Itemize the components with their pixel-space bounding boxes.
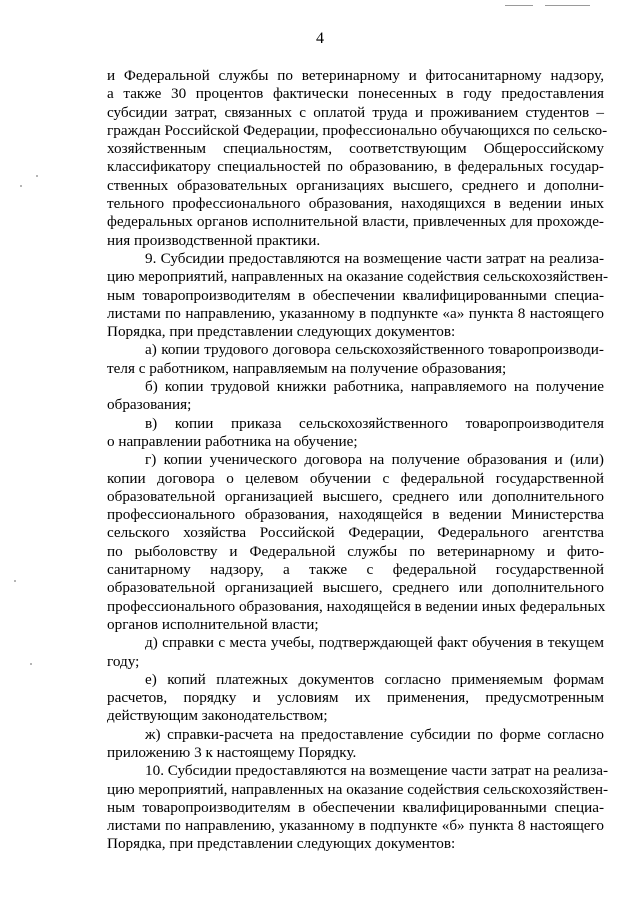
scan-speck xyxy=(36,175,38,177)
text-line: а также 30 процентов фактически понесенных в году предоставления xyxy=(107,85,604,103)
text-line: Порядка, при представлении следующих документов: xyxy=(107,323,456,341)
text-line: о направлении работника на обучение; xyxy=(107,432,358,450)
text-line: профессионального образования, находящейся в ведении Министерства xyxy=(107,506,604,524)
text-line: профессионального образования, находящейся в ведении иных федеральных xyxy=(107,597,606,615)
text-line: ным товаропроизводителям в обеспечении квалифицированными специа- xyxy=(107,798,604,816)
text-line: ж) справки-расчета на предоставление субсидии по форме согласно xyxy=(145,725,604,743)
text-line: е) копий платежных документов согласно применяемым формам xyxy=(145,670,604,688)
text-line: субсидии затрат, связанных с оплатой труда и проживанием студентов – xyxy=(107,103,604,121)
document-body xyxy=(107,67,609,854)
text-line: действующим законодательством; xyxy=(107,707,328,725)
text-line: ным товаропроизводителям в обеспечении квалифицированными специа- xyxy=(107,286,604,304)
text-line: приложению 3 к настоящему Порядку. xyxy=(107,743,357,761)
text-line: ния производственной практики. xyxy=(107,231,321,249)
text-line: по рыболовству и Федеральной службы по ветеринарному и фито- xyxy=(107,542,604,560)
scan-speck xyxy=(20,185,22,187)
text-line: хозяйственным специальностям, соответствующим Общероссийскому xyxy=(107,140,604,158)
text-line: г) копии ученического договора на получение образования и (или) xyxy=(145,451,604,469)
text-line: тельного профессионального образования, находящихся в ведении иных xyxy=(107,195,604,213)
text-line: копии договора о целевом обучении с федеральной государственной xyxy=(107,469,604,487)
text-line: граждан Российской Федерации, профессионально обучающихся по сельско- xyxy=(107,121,608,139)
text-line: ственных образовательных организациях высшего, среднего и дополни- xyxy=(107,176,604,194)
text-line: а) копии трудового договора сельскохозяйственного товаропроизводи- xyxy=(145,341,604,359)
text-line: 10. Субсидии предоставляются на возмещение части затрат на реализа- xyxy=(145,762,609,780)
text-line: д) справки с места учебы, подтверждающей факт обучения в текущем xyxy=(145,634,604,652)
scan-mark xyxy=(505,5,533,6)
text-line: листами по направлению, указанному в подпункте «б» пункта 8 настоящего xyxy=(107,817,604,835)
text-line: теля с работником, направляемым на получение образования; xyxy=(107,359,507,377)
text-line: федеральных органов исполнительной власти, привлеченных для прохожде- xyxy=(107,213,604,231)
text-line: листами по направлению, указанному в подпункте «а» пункта 8 настоящего xyxy=(107,304,604,322)
text-line: б) копии трудовой книжки работника, направляемого на получение xyxy=(145,378,604,396)
text-line: сельского хозяйства Российской Федерации, Федерального агентства xyxy=(107,524,604,542)
text-line: санитарному надзору, а также с федеральной государственной xyxy=(107,561,604,579)
text-line: цию мероприятий, направленных на оказание содействия сельскохозяйствен- xyxy=(107,268,609,286)
text-line: в) копии приказа сельскохозяйственного товаропроизводителя xyxy=(145,414,604,432)
text-line: образовательной организацией высшего, среднего или дополнительного xyxy=(107,487,604,505)
scan-speck xyxy=(14,580,16,582)
page-number: 4 xyxy=(316,30,324,47)
text-line: и Федеральной службы по ветеринарному и фитосанитарному надзору, xyxy=(107,67,604,84)
text-line: органов исполнительной власти; xyxy=(107,615,319,633)
text-line: образования; xyxy=(107,396,192,414)
scan-mark xyxy=(545,5,590,6)
text-line: Порядка, при представлении следующих документов: xyxy=(107,835,456,853)
text-line: расчетов, порядку и условиям их применения, предусмотренным xyxy=(107,689,604,707)
text-line: году; xyxy=(107,652,140,670)
text-line: цию мероприятий, направленных на оказание содействия сельскохозяйствен- xyxy=(107,780,609,798)
text-line: образовательной организацией высшего, среднего или дополнительного xyxy=(107,579,604,597)
scan-speck xyxy=(30,663,32,665)
text-line: классификатору специальностей по образованию, в федеральных государ- xyxy=(107,158,604,176)
text-line: 9. Субсидии предоставляются на возмещение части затрат на реализа- xyxy=(145,249,604,267)
